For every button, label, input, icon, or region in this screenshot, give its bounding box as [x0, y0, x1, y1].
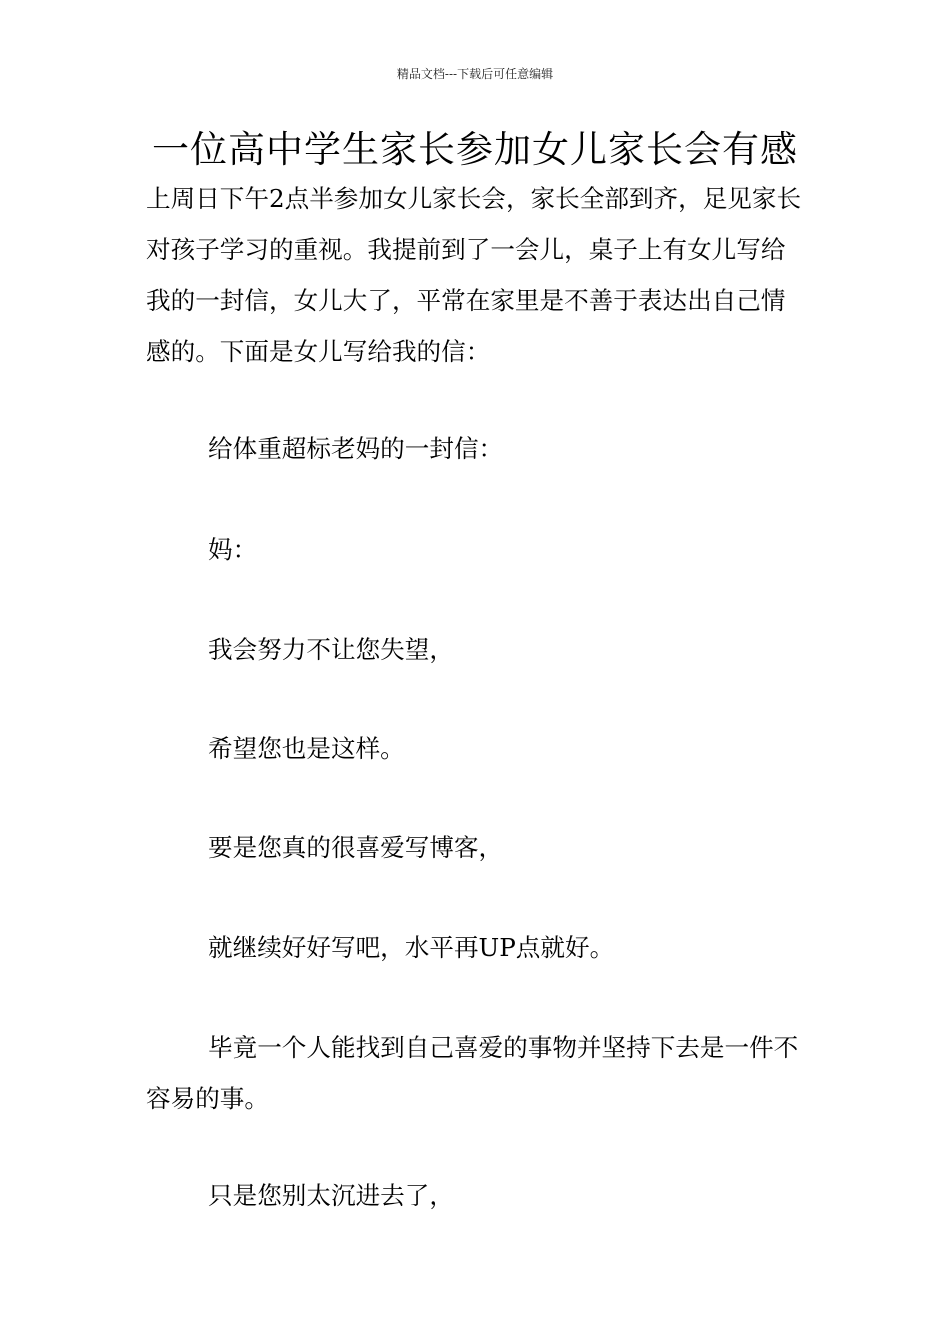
- letter-line: 要是您真的很喜爱写博客，: [208, 833, 504, 862]
- letter-line: 就继续好好写吧，水平再UP点就好。: [208, 933, 615, 962]
- letter-line: 毕竟一个人能找到自己喜爱的事物并坚持下去是一件不容易的事。: [146, 1033, 799, 1113]
- document-title: 一位高中学生家长参加女儿家长会有感: [152, 128, 798, 171]
- letter-line: 我会努力不让您失望，: [208, 635, 454, 664]
- letter-heading: 给体重超标老妈的一封信：: [208, 434, 504, 463]
- header-note: 精品文档---下载后可任意编辑: [396, 67, 554, 81]
- intro-paragraph: 上周日下午2点半参加女儿家长会，家长全部到齐，足见家长对孩子学习的重视。我提前到了一会儿，桌子上有女儿写给我的一封信，女儿大了，平常在家里是不善于表达出自己情感的。下面是女儿写给我的信：: [146, 184, 802, 366]
- letter-salutation: 妈：: [208, 535, 258, 564]
- letter-line: 只是您别太沉进去了，: [208, 1181, 454, 1210]
- letter-line: 希望您也是这样。: [208, 734, 405, 763]
